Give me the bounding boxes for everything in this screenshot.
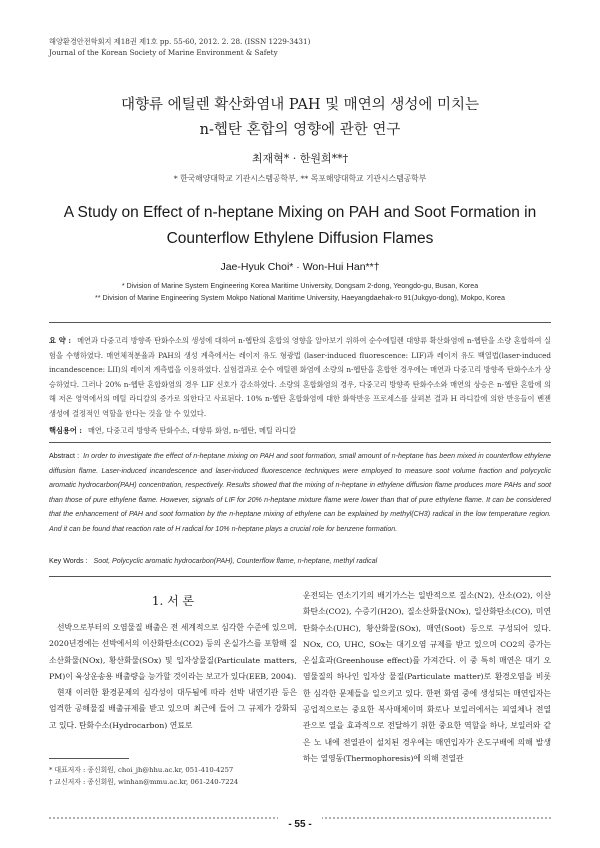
english-affiliation-line2: ** Division of Marine Engineering System Mokpo National Maritime University, Haeyangdaehak-ro 91(Jukgyo-dong), Mokpo, Korea [95,294,505,302]
english-title-line1: A Study on Effect of n-heptane Mixing on PAH and Soot Formation in [63,204,537,221]
korean-abstract [49,334,551,421]
korean-title [0,93,600,143]
abstract-mid-rule [49,442,551,443]
korean-authors: 최재혁* · 한원희**† [251,152,349,165]
journal-header-line1: 해양환경안전학회지 제18권 제1호 pp. 55-60, 2012. 2. 28. (ISSN 1229-3431) [49,37,311,46]
korean-abstract-text: 메연과 다중고리 방향족 탄화수소의 생성에 대하여 n-헵탄의 혼합의 영향을 알아보기 위하여 순수에틸렌 대향류 확산화염에 n-헵탄을 소량 혼합하여 실험을 수행하였다. 매연체적분율과 PAH의 생성 계측에서는 레이저 유도 형광법 (laser-induced fluorescence: LIF)과 레이저 유도 백열법(laser-induced incandescence: LII)의 레이저 계측법을 이용하였다. 실험결과로 순수 에틸렌 화염에 소량의 n-헵탄을 혼합한 경우에는 매연과 다중고리 방향족 탄화수소가 상승하였다. 그러나 20% n-헵탄 혼합화염의 경우 LIF 신호가 감소하였다. 소량의 혼합화염의 경우, 다중고리 방향족 탄화수소와 매연의 상승은 n-헵탄 혼합에 의해 저온 영역에서의 메틸 라디칼의 증가로 의한다고 사료된다. 10% n-헵탄 혼합화염에 대한 화학반응 프로세스를 살펴본 결과 H 라디칼에 의한 반응들이 벤젠 생성에 결정적인 역할을 한다는 것을 알 수 있었다. [49,336,551,418]
english-abstract-label: Abstract : [49,452,80,460]
section-title: 1. 서 론 [151,594,195,608]
footnote-corresponding-author: † 교신저자 : 종신회원, winhan@mmu.ac.kr, 061-240-7224 [49,778,239,786]
english-authors: Jae-Hyuk Choi* · Won-Hui Han**† [220,261,380,273]
journal-header [49,36,310,58]
footnote-rule [49,758,129,759]
english-keywords-label: Key Words : [49,557,88,565]
page-number: - 55 - [288,819,312,830]
footnotes [49,764,297,788]
body-left-column [49,590,297,734]
korean-title-line2: n-헵탄 혼합의 영향에 관한 연구 [199,122,401,138]
korean-keywords-label: 핵심용어 : [49,426,82,435]
abstract-bottom-rule [49,576,551,577]
intro-paragraph-1: 선박으로부터의 오염물질 배출은 전 세계적으로 심각한 수준에 있으며, 2020년경에는 선박에서의 이산화탄소(CO2) 등의 온실가스를 포함해 질소산화물(NOx), 황산화물(SOx) 및 입자상물질(Particulate matters, PM)이 육상운송용 배출량을 능가할 것이라는 보고가 있다(EEB, 2004). [49,623,297,681]
english-title-line2: Counterflow Ethylene Diffusion Flames [166,230,434,247]
intro-paragraph-continued: 운전되는 연소기기의 배기가스는 일반적으로 질소(N2), 산소(O2), 이산화탄소(CO2), 수증기(H2O), 질소산화물(NOx), 일산화탄소(CO), 미연탄화수소(UHC), 황산화물(SOx), 매연(Soot) 등으로 구성되어 있다. NOx, CO, UHC, SOx는 대기오염 규제를 받고 있으며 CO2의 증가는 온실효과(Greenhouse effect)를 가져간다. 이 중 특히 매연은 대기 오염물질의 하나인 입자상 물질(Particulate matter)로 환경오염을 비롯한 심각한 문제들을 일으키고 있다. 한편 화염 중에 생성되는 매연입자는 공업적으로는 중요한 복사매체이며 화로나 보일러에서는 피열체나 전열관으로 열을 효과적으로 전달하기 위한 중요한 역할을 하나, 보일러와 같은 노 내에 전열관이 설치된 경우에는 매연입자가 온도구배에 의해 발생하는 열영동(Thermophoresis)에 의해 전열관 [303,591,551,763]
korean-keywords-text: 매연, 다중고리 방향족 탄화수소, 대향류 화염, n-헵탄, 메틸 라디칼 [87,426,296,435]
english-affiliation-line1: * Division of Marine System Engineering Korea Maritime University, Dongsam 2-dong, Yeongdo-gu, Busan, Korea [121,282,479,290]
body-right-column [303,588,551,767]
korean-abstract-label: 요 약 : [49,336,72,345]
english-affiliation [40,280,560,304]
english-title [0,200,600,252]
journal-header-line2: Journal of the Korean Society of Marine Environment & Safety [49,48,278,57]
english-keywords-text: Soot, Polycyclic aromatic hydrocarbon(PAH), Counterflow flame, n-heptane, methyl radical [93,557,378,565]
footnote-first-author: * 대표저자 : 종신회원, choi_jh@hhu.ac.kr, 051-410-4257 [49,766,234,774]
intro-paragraph-2: 현재 이러한 환경문제의 심각성이 대두됨에 따라 선박 내연기관 등은 엄격한 공해물질 배출규제를 받고 있으며 최근에 들어 그 규제가 강화되고 있다. 탄화수소(Hydrocarbon) 연료로 [49,688,297,730]
korean-title-line1: 대향류 에틸렌 확산화염내 PAH 및 매연의 생성에 미치는 [121,97,479,113]
english-abstract [49,449,551,536]
korean-keywords [49,425,551,437]
english-keywords [49,555,551,567]
english-abstract-text: In order to investigate the effect of n-heptane mixing on PAH and soot formation, small amount of n-heptane has been mixed in counterflow ethylene diffusion flame. Laser-induced incandescence and laser-induced fluorescence techniques were employed to measure soot volume fraction and polycyclic aromatic hydrocarbon(PAH) concentration, respectively. Results showed that the mixing of n-heptane in ethylene diffusion flame produces more PAHs and soot than those of pure ethylene flame. However, signals of LIF for 20% n-heptane mixture flame were lower than that of pure ethylene flame. It can be considered that the enhancement of PAH and soot formation by the n-heptane mixing of ethylene can be explained by methyl(CH3) radical in the low temperature region. And it can be found that reaction rate of H radical for 10% n-heptane plays a crucial role for benzene formation. [49,452,551,533]
korean-affiliation: * 한국해양대학교 기관시스템공학부, ** 목포해양대학교 기관시스템공학부 [173,174,427,183]
abstract-top-rule [49,322,551,323]
